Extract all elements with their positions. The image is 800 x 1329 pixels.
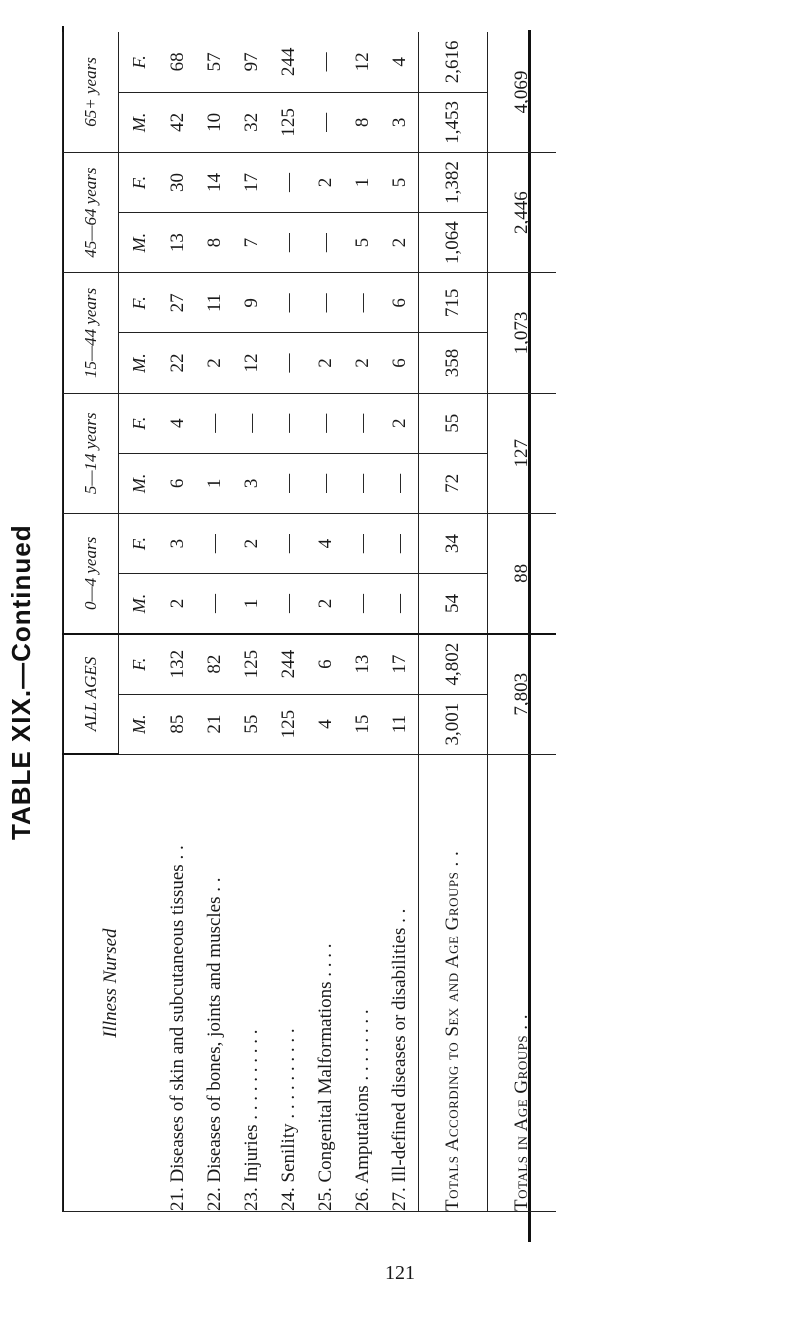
table-cell: 132 bbox=[159, 634, 196, 694]
table-cell: 2 bbox=[307, 574, 344, 634]
illness-name: 25. Congenital Malformations . . . . bbox=[307, 754, 344, 1211]
table-cell: 6 bbox=[159, 453, 196, 513]
sex-header-m: M. bbox=[119, 92, 160, 152]
total-cell: 4,802 bbox=[419, 634, 488, 694]
totals-by-sex-label: Totals According to Sex and Age Groups . . bbox=[419, 754, 488, 1211]
table-cell: 15 bbox=[344, 694, 381, 754]
table-cell: 3 bbox=[159, 513, 196, 573]
table-cell: — bbox=[196, 513, 233, 573]
table-cell: — bbox=[307, 213, 344, 273]
table-cell: — bbox=[270, 513, 307, 573]
total-cell: 358 bbox=[419, 333, 488, 393]
sex-header-m: M. bbox=[119, 333, 160, 393]
table-cell: 14 bbox=[196, 152, 233, 212]
table-cell: 22 bbox=[159, 333, 196, 393]
table-cell: — bbox=[344, 393, 381, 453]
age-group-header: ALL AGES bbox=[63, 634, 119, 754]
table-cell: — bbox=[344, 453, 381, 513]
table-row bbox=[307, 32, 344, 1212]
table-cell: 2 bbox=[159, 574, 196, 634]
table-cell: 6 bbox=[381, 333, 419, 393]
table-cell: 8 bbox=[344, 92, 381, 152]
total-cell: 3,001 bbox=[419, 694, 488, 754]
table-cell: 85 bbox=[159, 694, 196, 754]
table-cell: 17 bbox=[233, 152, 270, 212]
sex-header-f: F. bbox=[119, 513, 160, 573]
table-cell: 6 bbox=[307, 634, 344, 694]
table-cell: 97 bbox=[233, 32, 270, 92]
table-cell: 13 bbox=[344, 634, 381, 694]
illness-table bbox=[62, 32, 556, 1212]
age-total-cell: 1,073 bbox=[488, 273, 557, 393]
age-group-header: 45—64 years bbox=[63, 152, 119, 272]
sex-header-f: F. bbox=[119, 32, 160, 92]
totals-by-age-label: Totals in Age Groups . . bbox=[488, 754, 557, 1211]
table-cell: 10 bbox=[196, 92, 233, 152]
table-cell: 2 bbox=[196, 333, 233, 393]
table-cell: — bbox=[270, 333, 307, 393]
table-cell: 27 bbox=[159, 273, 196, 333]
illness-header: Illness Nursed bbox=[63, 754, 160, 1211]
table-cell: 4 bbox=[381, 32, 419, 92]
sex-header-f: F. bbox=[119, 152, 160, 212]
illness-name: 21. Diseases of skin and subcutaneous tissues . . bbox=[159, 754, 196, 1211]
table-cell: 7 bbox=[233, 213, 270, 273]
total-cell: 1,382 bbox=[419, 152, 488, 212]
table-cell: — bbox=[270, 213, 307, 273]
table-cell: 2 bbox=[307, 152, 344, 212]
table-cell: 4 bbox=[307, 513, 344, 573]
table-cell: 4 bbox=[159, 393, 196, 453]
table-cell: 125 bbox=[270, 694, 307, 754]
table-cell: 68 bbox=[159, 32, 196, 92]
table-cell: — bbox=[196, 393, 233, 453]
illness-name: 27. Ill-defined diseases or disabilities . . bbox=[381, 754, 419, 1211]
age-total-cell: 2,446 bbox=[488, 152, 557, 272]
table-cell: — bbox=[270, 393, 307, 453]
table-cell: — bbox=[270, 574, 307, 634]
table-cell: — bbox=[307, 393, 344, 453]
age-total-cell: 88 bbox=[488, 513, 557, 633]
table-cell: — bbox=[307, 92, 344, 152]
illness-name: 22. Diseases of bones, joints and muscles . . bbox=[196, 754, 233, 1211]
table-cell: 3 bbox=[381, 92, 419, 152]
rotated-table-container bbox=[62, 32, 532, 1212]
table-cell: 9 bbox=[233, 273, 270, 333]
table-cell: 8 bbox=[196, 213, 233, 273]
sex-header-m: M. bbox=[119, 694, 160, 754]
sex-header-f: F. bbox=[119, 634, 160, 694]
table-row bbox=[381, 32, 419, 1212]
table-cell: — bbox=[270, 453, 307, 513]
table-cell: 244 bbox=[270, 32, 307, 92]
table-cell: — bbox=[344, 273, 381, 333]
illness-name: 26. Amputations . . . . . . . . bbox=[344, 754, 381, 1211]
table-cell: 1 bbox=[344, 152, 381, 212]
illness-name: 23. Injuries . . . . . . . . . . bbox=[233, 754, 270, 1211]
table-cell: — bbox=[270, 152, 307, 212]
table-cell: 12 bbox=[233, 333, 270, 393]
table-cell: — bbox=[233, 393, 270, 453]
table-cell: 4 bbox=[307, 694, 344, 754]
table-row bbox=[233, 32, 270, 1212]
table-cell: 5 bbox=[381, 152, 419, 212]
table-cell: 125 bbox=[270, 92, 307, 152]
totals-by-age-row bbox=[488, 32, 557, 1212]
total-cell: 55 bbox=[419, 393, 488, 453]
age-total-cell: 4,069 bbox=[488, 32, 557, 152]
table-cell: 2 bbox=[381, 213, 419, 273]
table-body bbox=[159, 32, 556, 1212]
sex-header-m: M. bbox=[119, 574, 160, 634]
age-group-header: 15—44 years bbox=[63, 273, 119, 393]
table-row bbox=[344, 32, 381, 1212]
table-cell: 17 bbox=[381, 634, 419, 694]
page-number: 121 bbox=[385, 1262, 415, 1284]
illness-name: 24. Senility . . . . . . . . . . bbox=[270, 754, 307, 1211]
sex-header-m: M. bbox=[119, 453, 160, 513]
table-cell: — bbox=[307, 453, 344, 513]
table-row bbox=[196, 32, 233, 1212]
table-cell: 21 bbox=[196, 694, 233, 754]
totals-by-sex-row bbox=[419, 32, 488, 1212]
table-cell: 6 bbox=[381, 273, 419, 333]
table-cell: — bbox=[307, 273, 344, 333]
table-cell: — bbox=[381, 513, 419, 573]
table-cell: 1 bbox=[196, 453, 233, 513]
age-group-header: 5—14 years bbox=[63, 393, 119, 513]
table-cell: 82 bbox=[196, 634, 233, 694]
table-row bbox=[270, 32, 307, 1212]
table-cell: 12 bbox=[344, 32, 381, 92]
age-total-cell: 7,803 bbox=[488, 634, 557, 754]
table-cell: 30 bbox=[159, 152, 196, 212]
table-cell: 42 bbox=[159, 92, 196, 152]
table-cell: 125 bbox=[233, 634, 270, 694]
table-cell: — bbox=[381, 574, 419, 634]
table-cell: 13 bbox=[159, 213, 196, 273]
table-cell: — bbox=[344, 574, 381, 634]
age-group-header: 65+ years bbox=[63, 32, 119, 152]
table-cell: — bbox=[196, 574, 233, 634]
table-cell: 2 bbox=[381, 393, 419, 453]
table-cell: 2 bbox=[307, 333, 344, 393]
table-cell: 11 bbox=[196, 273, 233, 333]
table-cell: 2 bbox=[233, 513, 270, 573]
table-cell: 55 bbox=[233, 694, 270, 754]
total-cell: 72 bbox=[419, 453, 488, 513]
table-cell: 3 bbox=[233, 453, 270, 513]
total-cell: 2,616 bbox=[419, 32, 488, 92]
table-cell: 1 bbox=[233, 574, 270, 634]
table-cell: 32 bbox=[233, 92, 270, 152]
table-cell: 5 bbox=[344, 213, 381, 273]
age-group-header: 0—4 years bbox=[63, 513, 119, 633]
total-cell: 715 bbox=[419, 273, 488, 333]
table-cell: — bbox=[381, 453, 419, 513]
sex-header-m: M. bbox=[119, 213, 160, 273]
table-cell: — bbox=[270, 273, 307, 333]
total-cell: 1,064 bbox=[419, 213, 488, 273]
table-cell: 57 bbox=[196, 32, 233, 92]
table-cell: — bbox=[344, 513, 381, 573]
sex-header-f: F. bbox=[119, 393, 160, 453]
table-cell: — bbox=[307, 32, 344, 92]
table-cell: 244 bbox=[270, 634, 307, 694]
table-cell: 11 bbox=[381, 694, 419, 754]
total-cell: 54 bbox=[419, 574, 488, 634]
total-cell: 1,453 bbox=[419, 92, 488, 152]
total-cell: 34 bbox=[419, 513, 488, 573]
age-total-cell: 127 bbox=[488, 393, 557, 513]
table-cell: 2 bbox=[344, 333, 381, 393]
page-title: TABLE XIX.—Continued bbox=[6, 524, 36, 840]
sex-header-f: F. bbox=[119, 273, 160, 333]
table-row bbox=[159, 32, 196, 1212]
